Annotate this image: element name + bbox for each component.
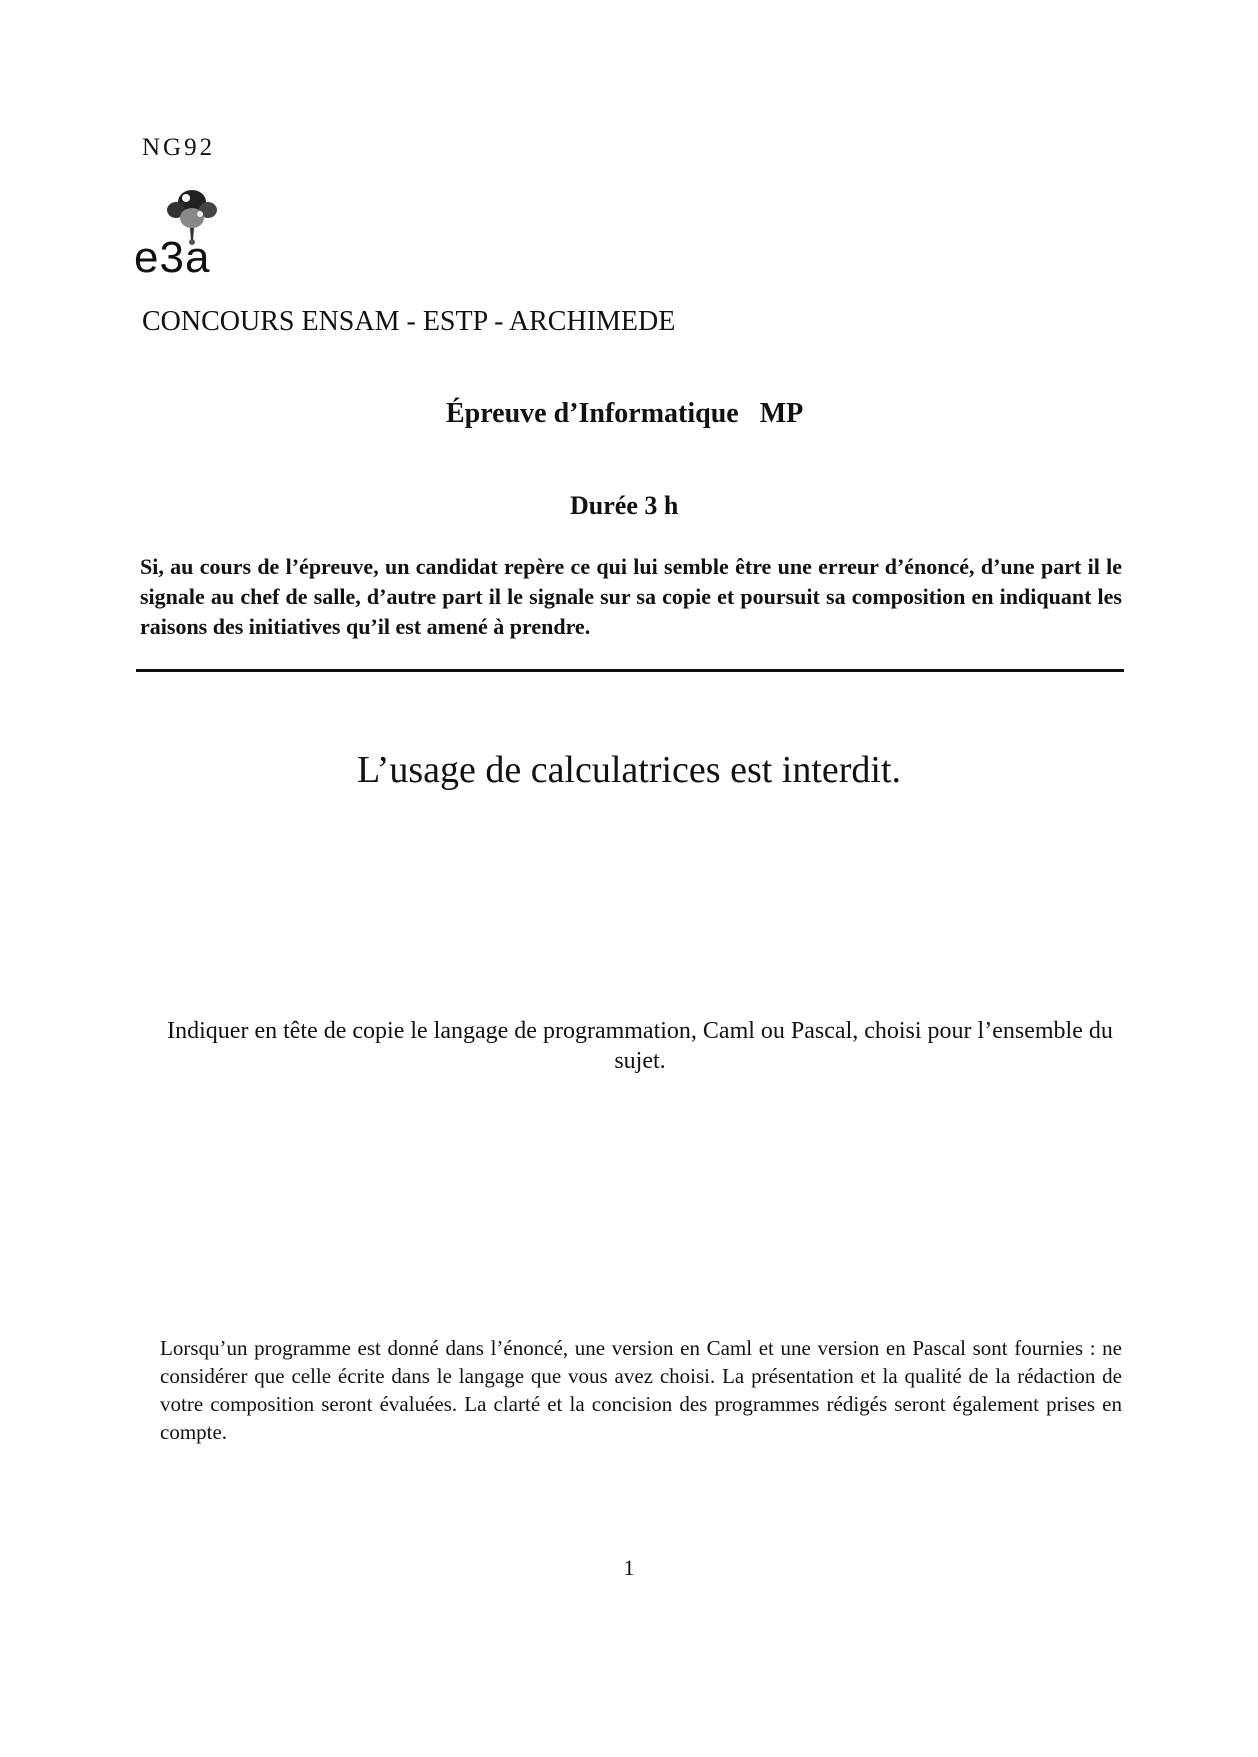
exam-subject: Épreuve d’Informatique MP [446,398,804,429]
exam-code: NG92 [142,134,216,161]
e3a-logo [134,184,264,280]
calculator-rule: L’usage de calculatrices est interdit. [356,749,902,791]
error-notice-paragraph: Si, au cours de l’épreuve, un candidat repère ce qui lui semble être une erreur d’énoncé, d’une part il le signale au chef de salle, d’autre part il le signale sur sa copie et poursuit sa composition en indiquant les raisons des initiatives qu’il est amené à prendre. [140,554,1122,639]
page-number: 1 [623,1555,635,1580]
language-instruction: Indiquer en tête de copie le langage de programmation, Caml ou Pascal, choisi pour l’ensemble du sujet. [167,1018,1113,1074]
horizontal-divider [136,669,1124,672]
competition-title: CONCOURS ENSAM - ESTP - ARCHIMEDE [142,306,676,337]
intro-paragraph: Lorsqu’un programme est donné dans l’énoncé, une version en Caml et une version en Pascal sont fournies : ne considérer que celle écrite dans le langage que vous avez choisi. La présentation et la qualité de la rédaction de votre composition seront évaluées. La clarté et la concision des programmes rédigés seront également prises en compte. [160,1336,1122,1444]
exam-duration: Durée 3 h [570,491,679,520]
logo-text: e3a [134,233,211,282]
